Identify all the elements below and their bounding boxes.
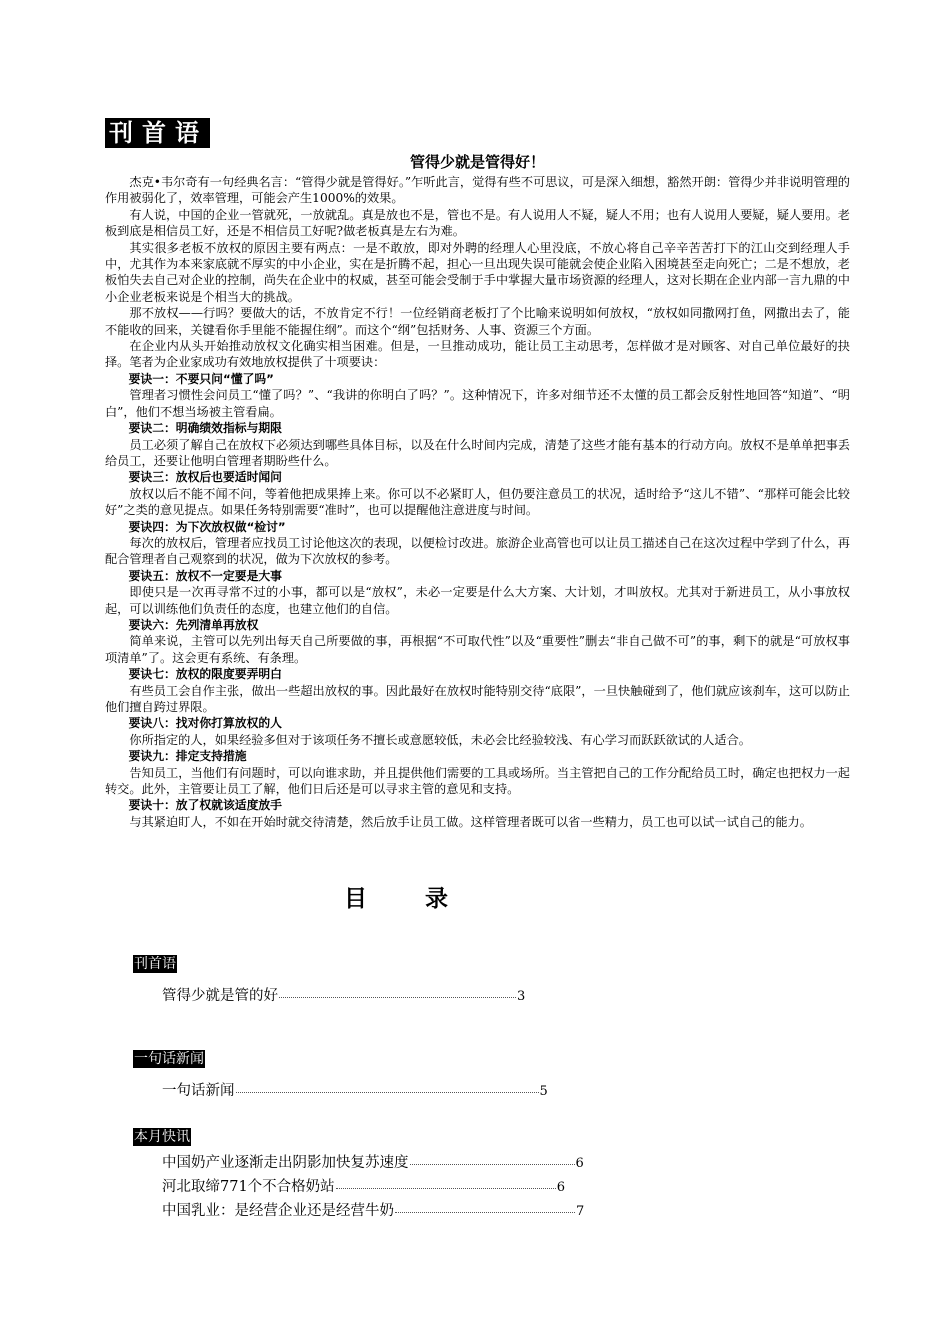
tip-body: 放权以后不能不闻不问，等着他把成果捧上来。你可以不必紧盯人，但仍要注意员工的状况，适时给予“这儿不错”、“那样可能会比较好”之类的意见提点。如果任务特别需要“准时”，也可以提醒他注意进度与时间。: [105, 486, 850, 518]
toc-entry[interactable]: [162, 1201, 584, 1222]
toc-entry-text: 中国乳业：是经营企业还是经营牛奶: [162, 1203, 394, 1219]
tip-body: 管理者习惯性会问员工“懂了吗？”、“我讲的你明白了吗？”。这种情况下，许多对细节还不太懂的员工都会反射性地回答“知道”、“明白”，他们不想当场被主管看扁。: [105, 388, 850, 419]
article-title: 管得少就是管得好！: [409, 153, 545, 171]
tip-body: 与其紧迫盯人，不如在开始时就交待清楚，然后放手让员工做。这样管理者既可以省一些精力，员工也可以试一试自己的能力。: [129, 814, 812, 829]
tip-title: 要诀六：先列清单再放权: [128, 617, 259, 632]
intro-paragraph: 在企业内从头开始推动放权文化确实相当困难。但是，一旦推动成功，能让员工主动思考，怎样做才是对顾客、对自己单位最好的抉择。笔者为企业家成功有效地放权提供了十项要诀：: [105, 339, 850, 370]
intro-paragraph: 那不放权——行吗？要做大的话，不放肯定不行！一位经销商老板打了个比喻来说明如何放权，“放权如同撒网打鱼，网撒出去了，能不能收的回来，关键看你手里能不能握住纲”。而这个“纲”包括财务、人事、资源三个方面。: [105, 306, 850, 337]
toc-leader-dots: [279, 997, 516, 998]
toc-entry-page: 5: [539, 1084, 548, 1099]
tip-title: 要诀二：明确绩效指标与期限: [128, 421, 282, 436]
toc-entry-text: 一句话新闻: [162, 1083, 235, 1099]
tip-body: 每次的放权后，管理者应找员工讨论他这次的表现，以便检讨改进。旅游企业高管也可以让员工描述自己在这次过程中学到了什么，再配合管理者自己观察到的状况，做为下次放权的参考。: [105, 535, 850, 567]
tip-title: 要诀四：为下次放权做“检讨”: [128, 519, 286, 534]
tip-body: 告知员工，当他们有问题时，可以向谁求助，并且提供他们需要的工具或场所。当主管把自己的工作分配给员工时，确定也把权力一起转交。此外，主管要让员工了解，他们日后还是可以寻求主管的意见和支持。: [105, 765, 850, 797]
tip-body: 即使只是一次再寻常不过的小事，都可以是“放权”，未必一定要是什么大方案、大计划，才叫放权。尤其对于新进员工，从小事放权起，可以训练他们负责任的态度，也建立他们的自信。: [105, 585, 850, 616]
tip-title: 要诀十：放了权就该适度放手: [128, 798, 282, 813]
toc-section-label: 本月快讯: [134, 1129, 190, 1145]
toc-entry-page: 3: [517, 989, 526, 1004]
toc-section-label: 一句话新闻: [134, 1051, 204, 1067]
toc-entry[interactable]: [162, 986, 525, 1007]
tip-title: 要诀八：找对你打算放权的人: [128, 716, 282, 731]
intro-paragraph: 有人说，中国的企业一管就死，一放就乱。真是放也不是，管也不是。有人说用人不疑，疑人不用；也有人说用人要疑，疑人要用。老板到底是相信员工好，还是不相信员工好呢?做老板真是左右为难。: [105, 207, 850, 239]
toc-entry[interactable]: [162, 1153, 584, 1174]
intro-paragraph: 其实很多老板不放权的原因主要有两点：一是不敢放，即对外聘的经理人心里没底，不放心将自己辛辛苦苦打下的江山交到经理人手中，尤其作为本来家底就不厚实的中小企业，实在是折腾不起，担心一旦出现失误可能就会使企业陷入困境甚至走向死亡；二是不想放，老板怕失去自己对企业的控制，尚失在企业中的权威，甚至可能会受制于手中掌握大量市场资源的经理人，这对长期在企业内部一言九鼎的中小企业老板来说是个相当大的挑战。: [105, 240, 850, 304]
toc-entry-page: 6: [575, 1156, 584, 1171]
toc-entry[interactable]: [162, 1177, 565, 1198]
toc-leader-dots: [395, 1212, 575, 1213]
toc-entry-page: 7: [576, 1204, 585, 1219]
toc-entry-page: 6: [556, 1180, 565, 1195]
tip-body: 有些员工会自作主张，做出一些超出放权的事。因此最好在放权时能特别交待“底限”，一旦快触碰到了，他们就应该刹车，这可以防止他们擅自跨过界限。: [105, 683, 850, 714]
tip-body: 员工必须了解自己在放权下必须达到哪些具体目标，以及在什么时间内完成，清楚了这些才能有基本的行动方向。放权不是单单把事丢给员工，还要让他明白管理者期盼些什么。: [105, 437, 850, 468]
toc-leader-dots: [410, 1164, 575, 1165]
toc-entry[interactable]: [162, 1081, 548, 1102]
tip-title: 要诀九：排定支持措施: [128, 749, 247, 764]
intro-paragraph: 杰克•韦尔奇有一句经典名言：“管得少就是管得好。”乍听此言，觉得有些不可思议，可是深入细想，豁然开朗：管得少并非说明管理的作用被弱化了，效率管理，可能会产生1000%的效果。: [105, 175, 850, 206]
section-heading-box: 刊首语: [105, 118, 210, 148]
toc-section-label: 刊首语: [134, 956, 176, 972]
tip-title: 要诀七：放权的限度要弄明白: [128, 667, 282, 682]
toc-entry-text: 管得少就是管的好: [162, 988, 278, 1004]
article: [105, 151, 850, 830]
toc-entry-text: 中国奶产业逐渐走出阴影加快复苏速度: [162, 1155, 409, 1171]
toc-title: 目录: [344, 886, 506, 912]
toc-leader-dots: [236, 1092, 539, 1093]
toc-leader-dots: [336, 1188, 556, 1189]
toc-entry-text: 河北取缔771个不合格奶站: [162, 1179, 335, 1195]
tip-title: 要诀一：不要只问“懂了吗”: [128, 371, 274, 386]
tip-body: 你所指定的人，如果经验多但对于该项任务不擅长或意愿较低，未必会比经验较浅、有心学习而跃跃欲试的人适合。: [129, 732, 751, 747]
tip-title: 要诀五：放权不一定要是大事: [128, 568, 282, 583]
tip-title: 要诀三：放权后也要适时闻问: [128, 470, 282, 485]
tip-body: 简单来说，主管可以先列出每天自己所要做的事，再根据“不可取代性”以及“重要性”删去“非自己做不可”的事，剩下的就是“可放权事项清单”了。这会更有系统、有条理。: [105, 634, 850, 665]
